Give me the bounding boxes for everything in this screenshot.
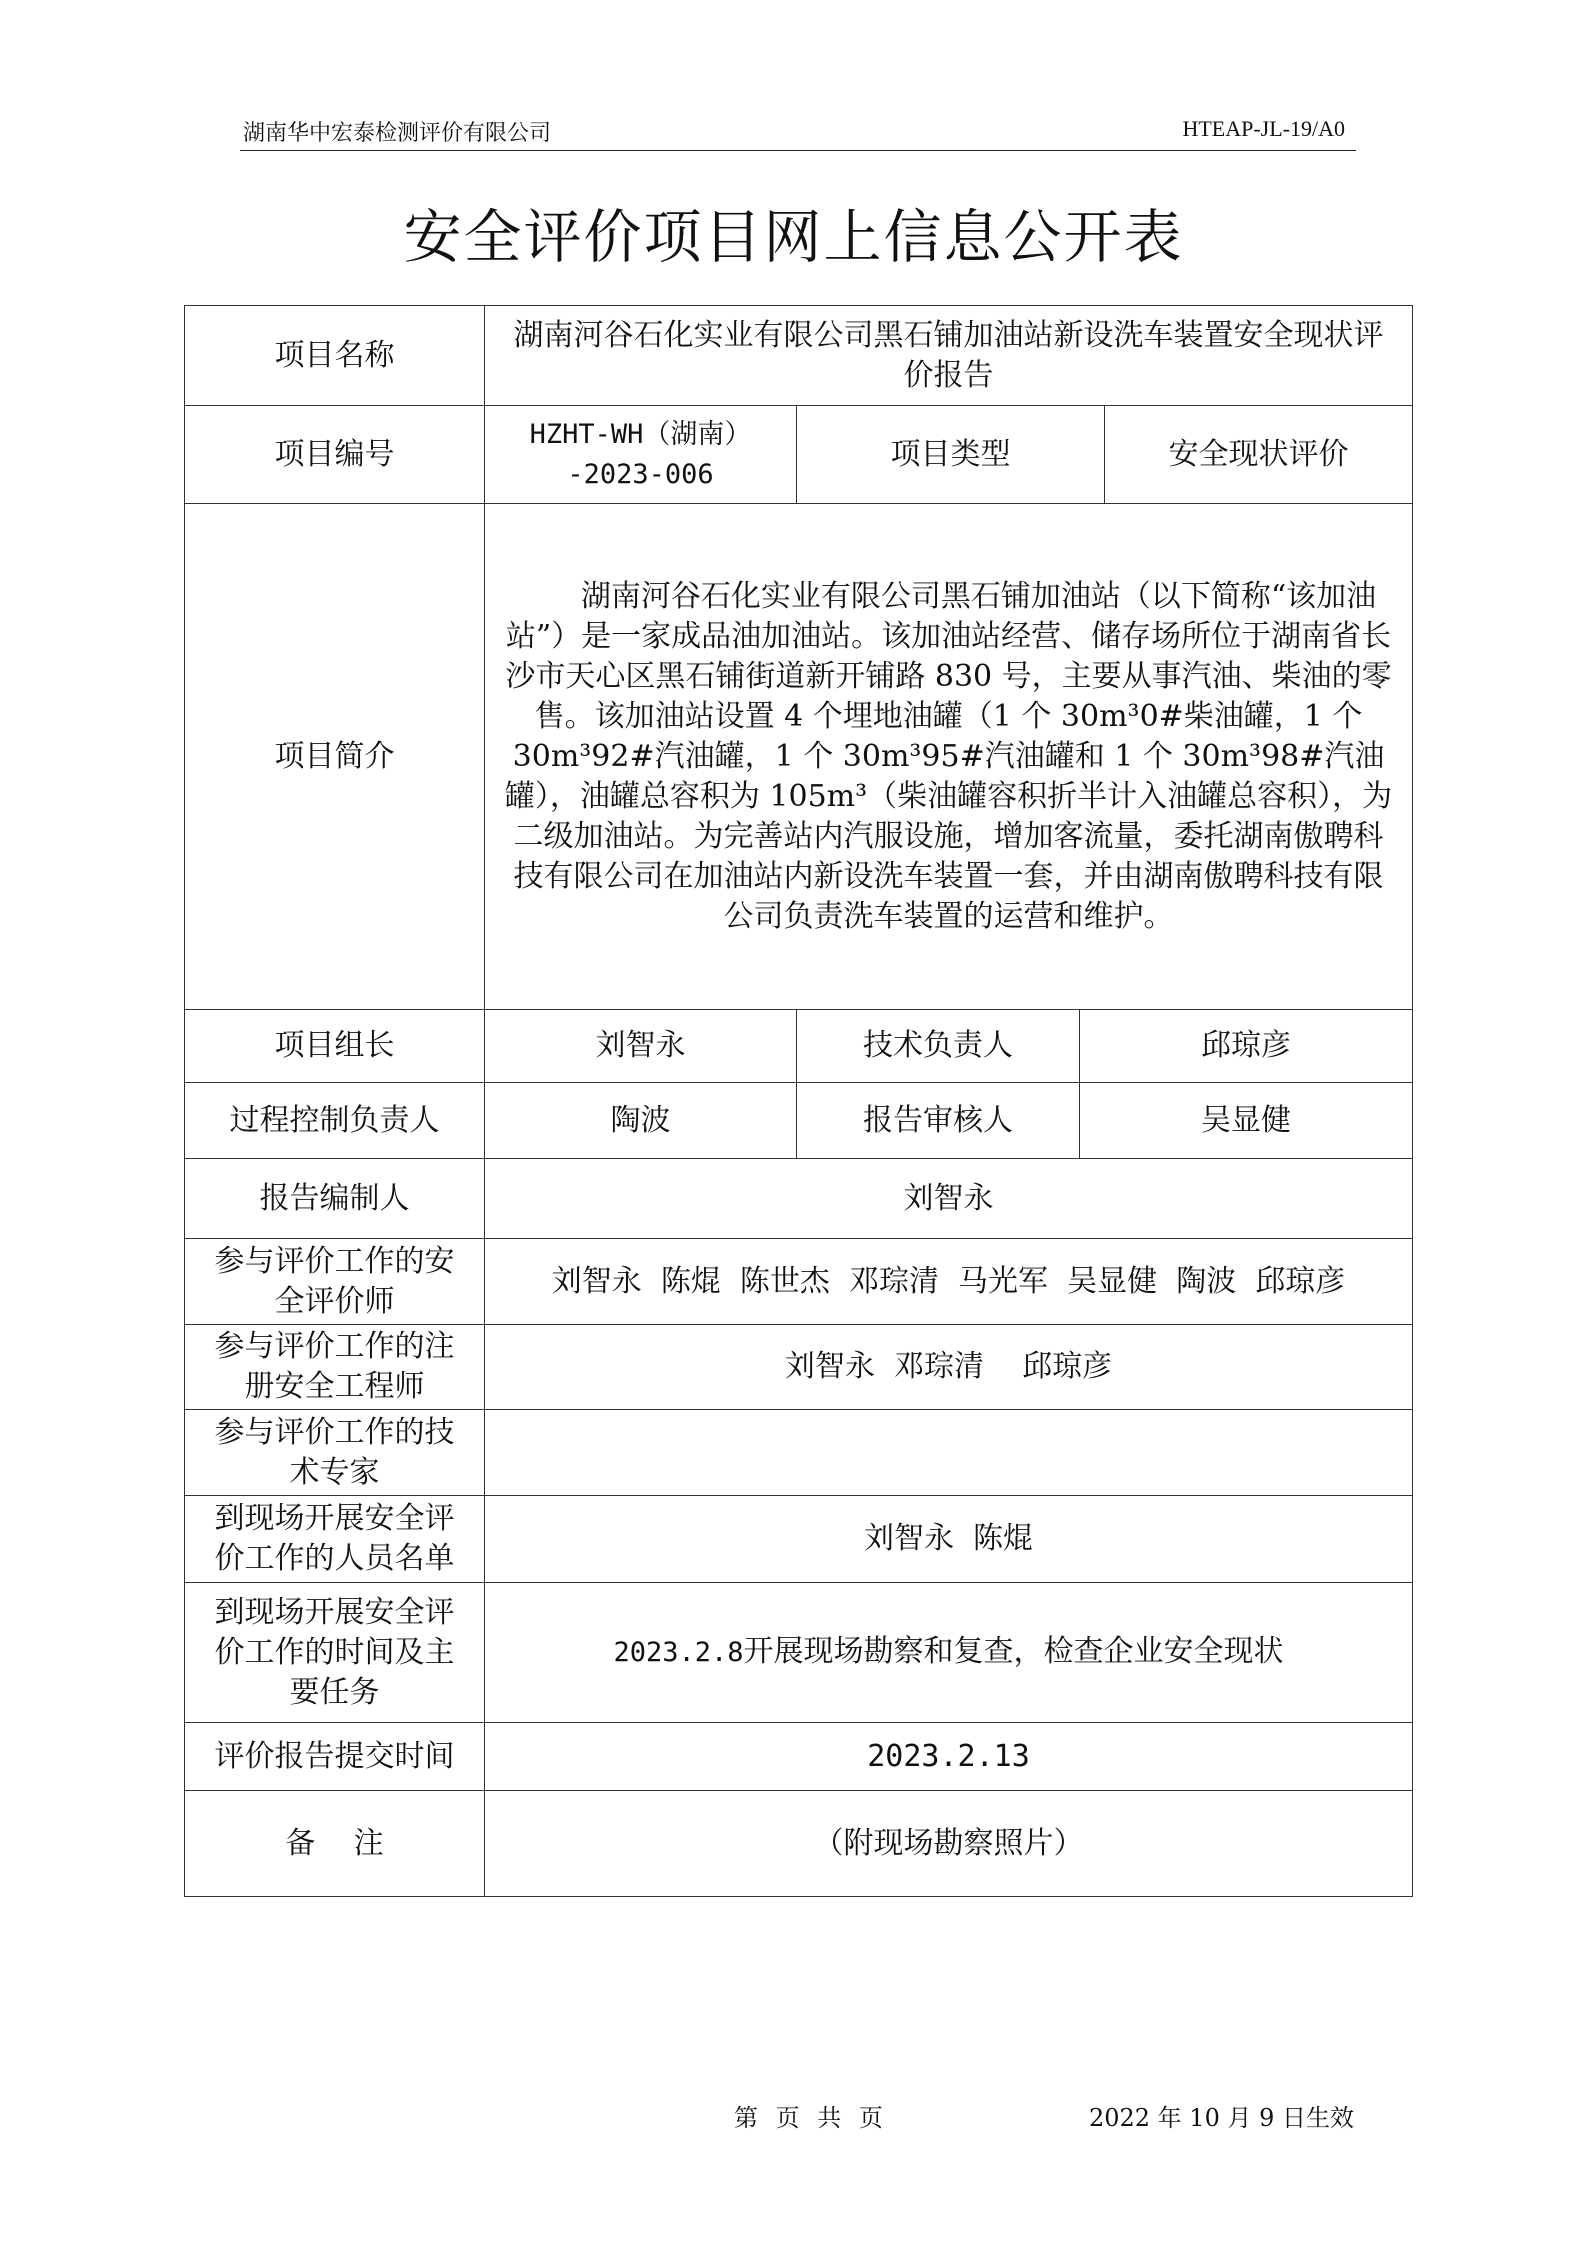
label-onsite-staff-line2: 价工作的人员名单 (214, 1541, 455, 1576)
value-experts (485, 1410, 1413, 1496)
row-team-leader (185, 1010, 1413, 1083)
label-experts-line1: 参与评价工作的技 (214, 1414, 455, 1450)
label-onsite-time-line1: 到现场开展安全评 (214, 1594, 455, 1630)
row-project-name (185, 306, 1413, 406)
value-onsite-time (485, 1583, 1413, 1723)
row-submit-time (185, 1723, 1413, 1791)
intro-paragraph: 湖南河谷石化实业有限公司黑石铺加油站（以下简称“该加油站”）是一家成品油加油站。该加油站经营、储存场所位于湖南省长沙市天心区黑石铺街道新开铺路 830 号，主要从事汽油、柴油的零售。该加油站设置 4 个埋地油罐（1 个 30m³0#柴油罐，1 个 30m³92#汽油罐，1 个 30m³95#汽油罐和 1 个 30m³98#汽油罐），油罐总容积为 105m³（柴油罐容积折半计入油罐总容积），为二级加油站。为完善站内汽服设施，增加客流量，委托湖南傲聘科技有限公司在加油站内新设洗车装置一套，并由湖南傲聘科技有限公司负责洗车装置的运营和维护。 (504, 578, 1393, 934)
row-onsite-time (185, 1583, 1413, 1723)
label-team-leader: 项目组长 (185, 1010, 485, 1083)
row-onsite-staff (185, 1496, 1413, 1583)
value-project-type: 安全现状评价 (1105, 406, 1413, 504)
label-tech-lead: 技术负责人 (797, 1010, 1080, 1083)
value-remarks: （附现场勘察照片） (485, 1791, 1413, 1897)
row-experts (185, 1410, 1413, 1496)
label-project-type: 项目类型 (797, 406, 1105, 504)
row-compiler (185, 1159, 1413, 1239)
project-no-line1: HZHT-WH（湖南） (529, 418, 752, 450)
value-evaluators: 刘智永 陈焜 陈世杰 邓琮清 马光军 吴显健 陶波 邱琼彦 (485, 1239, 1413, 1325)
row-evaluators (185, 1239, 1413, 1325)
header-divider (240, 150, 1356, 151)
value-engineers: 刘智永 邓琮清 邱琼彦 (485, 1325, 1413, 1410)
document-title: 安全评价项目网上信息公开表 (403, 203, 1184, 271)
label-experts (185, 1410, 485, 1496)
value-team-leader: 刘智永 (485, 1010, 797, 1083)
label-project-no: 项目编号 (185, 406, 485, 504)
value-reviewer: 吴显健 (1080, 1083, 1413, 1159)
header-company: 湖南华中宏泰检测评价有限公司 (243, 121, 552, 146)
value-project-no (485, 406, 797, 504)
row-engineers (185, 1325, 1413, 1410)
label-project-name: 项目名称 (185, 306, 485, 406)
value-submit-time: 2023.2.13 (485, 1723, 1413, 1791)
label-onsite-staff-line1: 到现场开展安全评 (214, 1501, 455, 1536)
label-onsite-staff (185, 1496, 485, 1583)
onsite-date: 2023.2.8 (613, 1637, 744, 1668)
label-onsite-time-line3: 要任务 (289, 1674, 380, 1710)
value-onsite-staff: 刘智永 陈焜 (485, 1496, 1413, 1583)
label-engineers (185, 1325, 485, 1410)
value-tech-lead: 邱琼彦 (1080, 1010, 1413, 1083)
label-submit-time: 评价报告提交时间 (185, 1723, 485, 1791)
label-engineers-line1: 参与评价工作的注 (214, 1329, 455, 1364)
label-reviewer: 报告审核人 (797, 1083, 1080, 1159)
label-process-control: 过程控制负责人 (185, 1083, 485, 1159)
label-remarks: 备 注 (185, 1791, 485, 1897)
project-no-line2: -2023-006 (567, 458, 714, 490)
label-onsite-time (185, 1583, 485, 1723)
footer-page-number: 第 页 共 页 (734, 2104, 883, 2132)
value-compiler: 刘智永 (485, 1159, 1413, 1239)
value-process-control: 陶波 (485, 1083, 797, 1159)
label-engineers-line2: 册安全工程师 (244, 1369, 425, 1404)
label-evaluators-line2: 全评价师 (274, 1283, 395, 1319)
header-doc-code: HTEAP-JL-19/A0 (1182, 116, 1345, 141)
label-evaluators-line1: 参与评价工作的安 (214, 1243, 455, 1279)
row-remarks (185, 1791, 1413, 1897)
label-intro: 项目简介 (185, 504, 485, 1010)
label-onsite-time-line2: 价工作的时间及主 (214, 1634, 455, 1670)
row-process-control (185, 1083, 1413, 1159)
row-intro (185, 504, 1413, 1010)
value-project-name: 湖南河谷石化实业有限公司黑石铺加油站新设洗车装置安全现状评价报告 (485, 306, 1413, 406)
info-table (184, 305, 1413, 1897)
row-project-no (185, 406, 1413, 504)
value-intro (485, 504, 1413, 1010)
label-experts-line2: 术专家 (289, 1454, 380, 1490)
label-compiler: 报告编制人 (185, 1159, 485, 1239)
onsite-task: 开展现场勘察和复查，检查企业安全现状 (743, 1634, 1284, 1669)
footer-effective-date: 2022 年 10 月 9 日生效 (1088, 2104, 1354, 2132)
label-evaluators (185, 1239, 485, 1325)
